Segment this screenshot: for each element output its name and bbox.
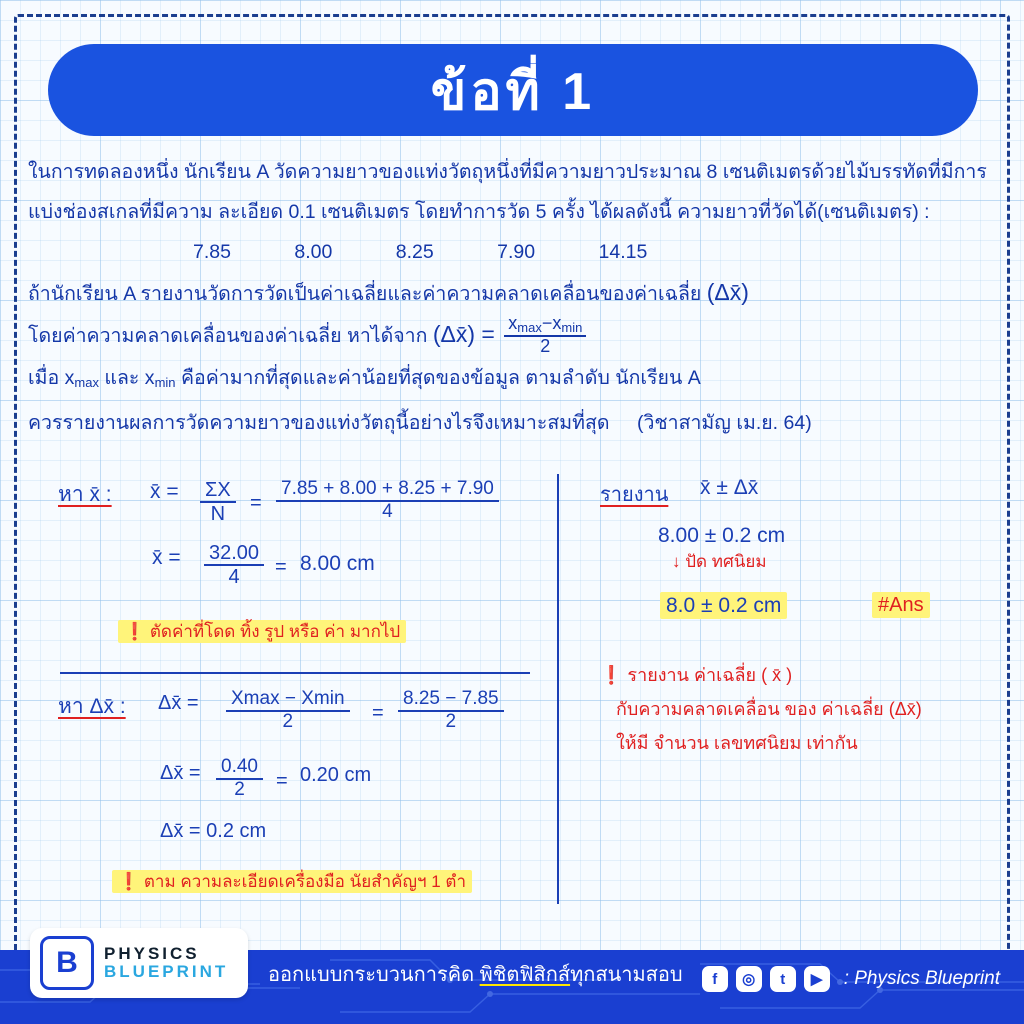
error-eq1-values-numerator: 8.25 − 7.85: [398, 689, 504, 712]
statement-line-3-text: ถ้านักเรียน A รายงานวัดการวัดเป็นค่าเฉลี่ยและค่าความคลาดเคลื่อนของค่าเฉลี่ย: [28, 283, 702, 305]
x-symbol: x: [508, 313, 518, 334]
statement-line-6: [28, 403, 1003, 443]
error-eq1-values-fraction: [398, 689, 504, 733]
instagram-icon[interactable]: ◎: [736, 966, 762, 992]
facebook-icon[interactable]: f: [702, 966, 728, 992]
formula-fraction: [504, 314, 586, 356]
statement-line-5: [28, 358, 1003, 403]
mean-eq2-numerator: 32.00: [204, 542, 264, 566]
error-final: Δx̄ = 0.2 cm: [160, 820, 267, 842]
statement-line-3: [28, 272, 1003, 314]
logo-wordmark: [104, 945, 228, 981]
social-links[interactable]: [702, 966, 1000, 992]
formula-denominator: 2: [540, 335, 551, 356]
mean-eq2-denominator: 4: [228, 566, 240, 588]
minus-x-symbol: −x: [541, 313, 562, 334]
error-eq2-fraction: [216, 757, 263, 801]
answer-tag: [872, 594, 930, 617]
max-subscript: max: [517, 320, 542, 336]
left-note-1-text: ❗ ตัดค่าที่โดด ทิ้ง รูป หรือ ค่า มากไป: [118, 620, 406, 643]
mean-error-symbol: (Δx̄): [706, 279, 749, 305]
find-mean-heading: หา x̄ :: [58, 483, 112, 506]
error-eq1-lhs: Δx̄ =: [158, 692, 199, 714]
left-note-1: [118, 618, 406, 645]
mean-eq1-values-numerator: 7.85 + 8.00 + 8.25 + 7.90: [276, 479, 499, 502]
statement-line-5-a: เมื่อ x: [28, 366, 75, 389]
mean-eq1-sum-fraction: [200, 479, 236, 525]
report-formula: x̄ ± Δx̄: [700, 476, 759, 499]
min-subscript: min: [154, 374, 176, 390]
mean-eq1-lhs: x̄ =: [150, 480, 179, 503]
min-subscript: min: [561, 320, 583, 336]
mean-result: 8.00 cm: [300, 552, 375, 575]
report-heading: รายงาน: [600, 484, 669, 506]
mean-eq2-lhs: x̄ =: [152, 546, 181, 569]
answer-tag-text: #Ans: [872, 592, 930, 618]
right-note-3: ให้มี จำนวน เลขทศนิยม เท่ากัน: [616, 733, 858, 753]
statement-line-5-b: และ x: [104, 366, 155, 389]
page-title: ข้อที่ 1: [430, 62, 596, 121]
formula-numerator: [504, 314, 586, 337]
question-title-banner: [48, 44, 978, 136]
left-section-divider: [60, 672, 530, 674]
right-note-2: กับความคลาดเคลื่อน ของ ค่าเฉลี่ย (Δx̄): [616, 699, 922, 719]
mean-eq1-equals: =: [250, 492, 262, 514]
statement-line-4: [28, 314, 1003, 358]
error-eq2-result: 0.20 cm: [300, 764, 372, 786]
left-note-2: [112, 868, 472, 895]
mean-eq1-values-fraction: [276, 479, 499, 523]
mean-eq1-values-denominator: 4: [382, 500, 393, 522]
final-answer: [660, 594, 787, 618]
social-handle: : Physics Blueprint: [843, 968, 1000, 989]
mean-eq1-denominator: N: [210, 503, 226, 525]
tagline-before: ออกแบบกระบวนการคิด: [268, 964, 480, 986]
error-eq2-numerator: 0.40: [216, 757, 263, 780]
youtube-icon[interactable]: ▶: [804, 966, 830, 992]
mean-eq2-equals: =: [275, 556, 287, 578]
measurement-values: [28, 232, 1003, 272]
error-eq1-values-denominator: 2: [445, 710, 457, 732]
logo-line-2: BLUEPRINT: [104, 962, 229, 981]
logo-b-icon: B: [40, 936, 94, 990]
problem-statement: [28, 152, 1003, 443]
report-values: 8.00 ± 0.2 cm: [658, 524, 786, 547]
measurement-value: 7.90: [497, 241, 536, 263]
tagline-after: ทุกสนามสอบ: [570, 964, 683, 986]
brand-logo: [30, 928, 248, 998]
error-eq1-equals: =: [372, 702, 384, 724]
error-eq1-numerator: Xmax − Xmin: [226, 689, 350, 712]
measurement-value: 8.25: [395, 241, 434, 263]
statement-line-6-text: ควรรายงานผลการวัดความยาวของแท่งวัตถุนี้อย่างไรจึงเหมาะสมที่สุด: [28, 411, 610, 434]
error-eq2-denominator: 2: [234, 778, 245, 800]
statement-line-5-c: คือค่ามากที่สุดและค่าน้อยที่สุดของข้อมูล ตามลำดับ นักเรียน A: [180, 366, 701, 389]
left-note-2-text: ❗ ตาม ความละเอียดเครื่องมือ นัยสำคัญฯ 1 ตำ: [112, 870, 472, 893]
exam-source: (วิชาสามัญ เม.ย. 64): [636, 411, 812, 434]
work-column-divider: [557, 474, 559, 904]
find-error-heading: หา Δx̄ :: [58, 695, 126, 718]
measurement-value: 8.00: [294, 241, 333, 263]
mean-eq2-fraction: [204, 542, 264, 588]
error-eq2-lhs: Δx̄ =: [160, 762, 201, 784]
measurement-value: 7.85: [193, 241, 231, 263]
logo-line-1: PHYSICS: [104, 944, 200, 964]
statement-line-2: แบ่งช่องสเกลที่มีความ ละเอียด 0.1 เซนติเมตร โดยทำการวัด 5 ครั้ง ได้ผลดังนี้ ความยาวที่วัดได้(เซนติเมตร) :: [28, 201, 930, 223]
max-subscript: max: [74, 374, 99, 390]
footer-tagline: [268, 958, 683, 990]
error-eq1-fraction: [226, 689, 350, 733]
measurement-value: 14.15: [598, 241, 648, 263]
twitter-icon[interactable]: t: [770, 966, 796, 992]
error-eq2-equals: =: [276, 770, 288, 792]
error-eq1-denominator: 2: [282, 710, 294, 732]
mean-eq1-numerator: ΣX: [200, 479, 236, 503]
final-answer-text: 8.0 ± 0.2 cm: [660, 592, 787, 619]
tagline-highlight: พิชิตฟิสิกส์: [479, 964, 571, 986]
formula-lhs: (Δx̄) =: [432, 321, 495, 347]
round-note: ↓ ปัด ทศนิยม: [672, 552, 767, 571]
statement-line-1: ในการทดลองหนึ่ง นักเรียน A วัดความยาวของแท่งวัตถุหนึ่งที่มีความยาวประมาณ 8 เซนติเมตรด้วยไม้บรรทัดที่มีการ: [28, 161, 987, 183]
statement-line-4-text: โดยค่าความคลาดเคลื่อนของค่าเฉลี่ย หาได้จาก: [28, 325, 428, 347]
right-note-1: ❗ รายงาน ค่าเฉลี่ย ( x̄ ): [600, 665, 793, 685]
